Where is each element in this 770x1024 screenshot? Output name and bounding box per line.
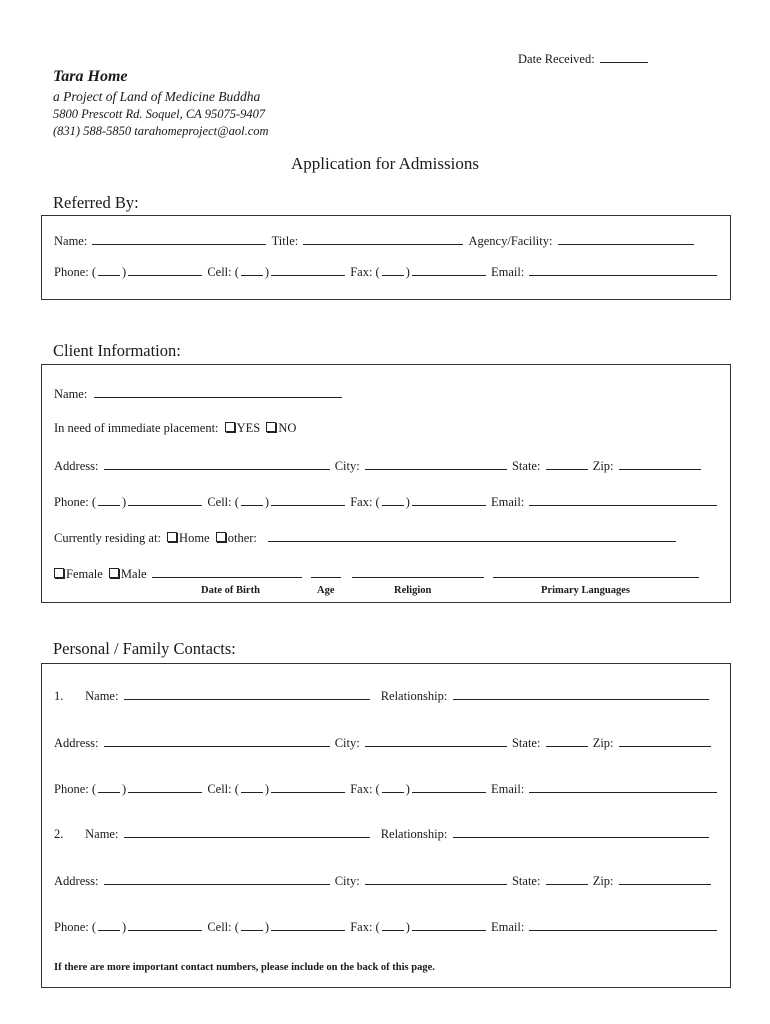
contact1-email-field[interactable] bbox=[529, 780, 717, 793]
city-label: City: bbox=[334, 459, 360, 473]
referred-name-field[interactable] bbox=[92, 232, 266, 245]
agency-label: Agency/Facility: bbox=[468, 234, 553, 248]
contact1-relationship-field[interactable] bbox=[453, 687, 709, 700]
address-label: Address: bbox=[54, 736, 99, 750]
address-label: Address: bbox=[54, 459, 99, 473]
contact2-phone-field[interactable] bbox=[128, 918, 202, 931]
contact1-fax-field[interactable] bbox=[412, 780, 486, 793]
contact2-fax-area[interactable] bbox=[382, 918, 404, 931]
client-phone-row bbox=[54, 493, 719, 510]
contact1-address-row bbox=[54, 734, 713, 751]
referred-phone-field[interactable] bbox=[128, 263, 202, 276]
client-address-field[interactable] bbox=[104, 457, 330, 470]
contact1-cell-area[interactable] bbox=[241, 780, 263, 793]
address-label: Address: bbox=[54, 874, 99, 888]
cell-label: Cell: ( bbox=[207, 920, 239, 934]
paren: ) bbox=[264, 920, 270, 934]
date-received-field[interactable] bbox=[600, 50, 648, 63]
contact2-city-field[interactable] bbox=[365, 872, 507, 885]
name-label: Name: bbox=[54, 387, 88, 401]
female-label: Female bbox=[66, 567, 103, 581]
email-label: Email: bbox=[491, 920, 525, 934]
referred-cell-area[interactable] bbox=[241, 263, 263, 276]
contact1-number: 1. bbox=[54, 689, 64, 703]
client-state-field[interactable] bbox=[546, 457, 588, 470]
referred-agency-field[interactable] bbox=[558, 232, 694, 245]
residing-label: Currently residing at: bbox=[54, 531, 161, 545]
phone-label: Phone: ( bbox=[54, 265, 97, 279]
name-label: Name: bbox=[54, 234, 88, 248]
section-title-referred: Referred By: bbox=[53, 193, 139, 212]
contact2-number: 2. bbox=[54, 827, 64, 841]
contact2-cell-field[interactable] bbox=[271, 918, 345, 931]
contact2-address-row bbox=[54, 872, 713, 889]
zip-label: Zip: bbox=[592, 874, 614, 888]
contact1-name-row bbox=[54, 687, 711, 704]
contact2-name-field[interactable] bbox=[124, 825, 370, 838]
home-label: Home bbox=[179, 531, 210, 545]
paren: ) bbox=[405, 920, 410, 934]
section-title-contacts: Personal / Family Contacts: bbox=[53, 639, 236, 658]
paren: ) bbox=[405, 495, 410, 509]
dob-field[interactable] bbox=[152, 565, 302, 578]
referred-phone-area[interactable] bbox=[98, 263, 120, 276]
yes-label: YES bbox=[236, 421, 261, 435]
contact1-phone-field[interactable] bbox=[128, 780, 202, 793]
org-name: Tara Home bbox=[53, 68, 128, 85]
date-received bbox=[518, 50, 650, 67]
paren: ) bbox=[122, 920, 127, 934]
home-checkbox[interactable] bbox=[167, 532, 177, 542]
contacts-box bbox=[41, 663, 731, 988]
client-cell-area[interactable] bbox=[241, 493, 263, 506]
email-label: Email: bbox=[491, 495, 525, 509]
relationship-label: Relationship: bbox=[380, 827, 448, 841]
section-title-client: Client Information: bbox=[53, 341, 181, 360]
referred-row-1 bbox=[54, 232, 696, 249]
cell-label: Cell: ( bbox=[207, 782, 239, 796]
state-label: State: bbox=[511, 874, 541, 888]
dob-caption: Date of Birth bbox=[201, 585, 260, 596]
client-city-field[interactable] bbox=[365, 457, 507, 470]
contact1-city-field[interactable] bbox=[365, 734, 507, 747]
cell-label: Cell: ( bbox=[207, 495, 239, 509]
client-phone-area[interactable] bbox=[98, 493, 120, 506]
paren: ) bbox=[264, 782, 270, 796]
residing-other-field[interactable] bbox=[268, 529, 676, 542]
org-tagline: a Project of Land of Medicine Buddha bbox=[53, 89, 261, 104]
name-label: Name: bbox=[85, 827, 119, 841]
referred-row-2 bbox=[54, 263, 719, 280]
contact1-address-field[interactable] bbox=[104, 734, 330, 747]
other-checkbox[interactable] bbox=[216, 532, 226, 542]
fax-label: Fax: ( bbox=[350, 920, 380, 934]
paren: ) bbox=[405, 782, 410, 796]
form-title: Application for Admissions bbox=[291, 154, 479, 173]
referred-title-field[interactable] bbox=[303, 232, 463, 245]
referred-cell-field[interactable] bbox=[271, 263, 345, 276]
religion-field[interactable] bbox=[352, 565, 484, 578]
fax-label: Fax: ( bbox=[350, 782, 380, 796]
contact2-state-field[interactable] bbox=[546, 872, 588, 885]
state-label: State: bbox=[511, 736, 541, 750]
city-label: City: bbox=[334, 736, 360, 750]
paren: ) bbox=[122, 265, 127, 279]
no-checkbox[interactable] bbox=[266, 422, 276, 432]
paren: ) bbox=[122, 782, 127, 796]
placement-label: In need of immediate placement: bbox=[54, 421, 219, 435]
residing-row bbox=[54, 529, 678, 546]
contact1-name-field[interactable] bbox=[124, 687, 370, 700]
female-checkbox[interactable] bbox=[54, 568, 64, 578]
languages-field[interactable] bbox=[493, 565, 699, 578]
phone-label: Phone: ( bbox=[54, 920, 97, 934]
org-contact: (831) 588-5850 tarahomeproject@aol.com bbox=[53, 124, 269, 138]
contact1-fax-area[interactable] bbox=[382, 780, 404, 793]
client-box bbox=[41, 364, 731, 603]
client-address-row bbox=[54, 457, 703, 474]
placement-row bbox=[54, 421, 296, 436]
contact2-name-row bbox=[54, 825, 711, 842]
other-label: other: bbox=[227, 531, 257, 545]
paren: ) bbox=[264, 495, 270, 509]
zip-label: Zip: bbox=[592, 736, 614, 750]
age-field[interactable] bbox=[311, 565, 341, 578]
contact2-phone-area[interactable] bbox=[98, 918, 120, 931]
contacts-note: If there are more important contact numbers, please include on the back of this page. bbox=[54, 962, 435, 973]
male-checkbox[interactable] bbox=[109, 568, 119, 578]
contact1-phone-row bbox=[54, 780, 719, 797]
phone-label: Phone: ( bbox=[54, 495, 97, 509]
male-label: Male bbox=[120, 567, 147, 581]
paren: ) bbox=[405, 265, 410, 279]
name-label: Name: bbox=[85, 689, 119, 703]
date-received-label: Date Received: bbox=[518, 52, 595, 66]
demographics-row bbox=[54, 565, 701, 582]
contact2-zip-field[interactable] bbox=[619, 872, 711, 885]
paren: ) bbox=[264, 265, 270, 279]
referred-email-field[interactable] bbox=[529, 263, 717, 276]
contact2-cell-area[interactable] bbox=[241, 918, 263, 931]
fax-label: Fax: ( bbox=[350, 495, 380, 509]
contact2-address-field[interactable] bbox=[104, 872, 330, 885]
referred-fax-area[interactable] bbox=[382, 263, 404, 276]
client-fax-area[interactable] bbox=[382, 493, 404, 506]
title-label: Title: bbox=[271, 234, 299, 248]
contact2-fax-field[interactable] bbox=[412, 918, 486, 931]
cell-label: Cell: ( bbox=[207, 265, 239, 279]
religion-caption: Religion bbox=[394, 585, 432, 596]
paren: ) bbox=[122, 495, 127, 509]
zip-label: Zip: bbox=[592, 459, 614, 473]
client-zip-field[interactable] bbox=[619, 457, 701, 470]
contact2-phone-row bbox=[54, 918, 719, 935]
contact2-relationship-field[interactable] bbox=[453, 825, 709, 838]
contact1-cell-field[interactable] bbox=[271, 780, 345, 793]
client-phone-field[interactable] bbox=[128, 493, 202, 506]
client-name-row bbox=[54, 385, 344, 402]
client-fax-field[interactable] bbox=[412, 493, 486, 506]
org-address: 5800 Prescott Rd. Soquel, CA 95075-9407 bbox=[53, 107, 266, 121]
state-label: State: bbox=[511, 459, 541, 473]
referred-box bbox=[41, 215, 731, 300]
contact2-email-field[interactable] bbox=[529, 918, 717, 931]
email-label: Email: bbox=[491, 782, 525, 796]
fax-label: Fax: ( bbox=[350, 265, 380, 279]
age-caption: Age bbox=[317, 585, 335, 596]
client-email-field[interactable] bbox=[529, 493, 717, 506]
relationship-label: Relationship: bbox=[380, 689, 448, 703]
contact1-phone-area[interactable] bbox=[98, 780, 120, 793]
contact1-state-field[interactable] bbox=[546, 734, 588, 747]
email-label: Email: bbox=[491, 265, 525, 279]
city-label: City: bbox=[334, 874, 360, 888]
client-cell-field[interactable] bbox=[271, 493, 345, 506]
phone-label: Phone: ( bbox=[54, 782, 97, 796]
yes-checkbox[interactable] bbox=[225, 422, 235, 432]
referred-fax-field[interactable] bbox=[412, 263, 486, 276]
no-label: NO bbox=[278, 421, 297, 435]
contact1-zip-field[interactable] bbox=[619, 734, 711, 747]
languages-caption: Primary Languages bbox=[541, 585, 630, 596]
client-name-field[interactable] bbox=[94, 385, 342, 398]
